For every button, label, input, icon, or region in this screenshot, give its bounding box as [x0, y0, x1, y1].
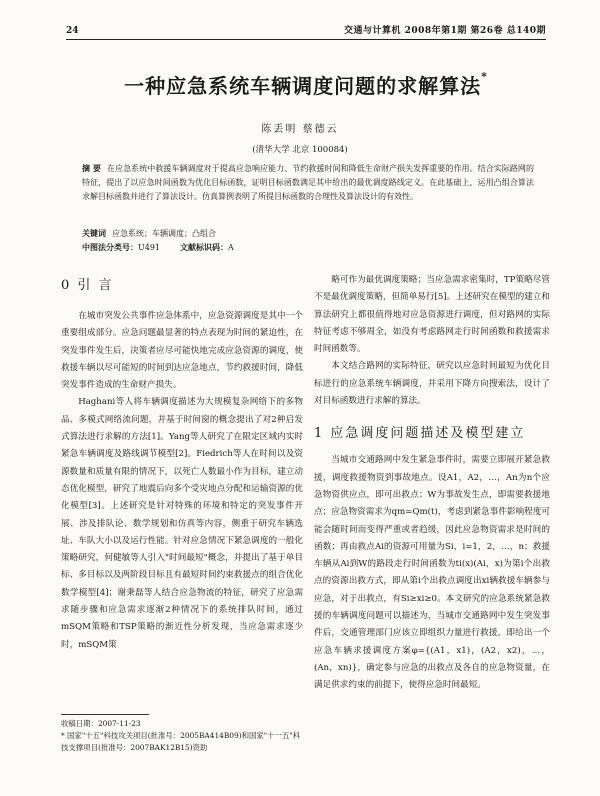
section-0-heading: 0 引 言	[61, 278, 114, 293]
authors: 陈丢明 蔡德云	[261, 124, 339, 135]
keywords-text: 应急系统；车辆调度；凸组合	[112, 229, 216, 238]
journal-info: 交通与计算机 2008年第1期 第26卷 总140期	[343, 26, 546, 36]
header-rule	[66, 39, 546, 40]
running-header	[66, 24, 546, 38]
left-column	[61, 272, 303, 654]
clc-label: 中图法分类号：	[82, 242, 138, 252]
doc-code-label: 文献标识码：	[180, 242, 229, 252]
body-paragraph: 在城市突发公共事件应急体系中，应急资源调度是其中一个重要组成部分。应急问题最显著的特点表现为时间的紧迫性，在突发事件发生后，决策者应尽可能快地完成应急资源的调度，使救援车辆以尽可能短的时间到达应急地点，节约救援时间，降低突发事件造成的生命财产损失。	[61, 311, 303, 391]
footnote-rule	[61, 714, 149, 715]
clc-value: U491	[138, 243, 161, 252]
abstract-text: 在应急系统中救援车辆调度对于提高应急响应能力、节约救援时间和降低生命财产损失发挥重要的作用。结合实际路网的特征，提出了以应急时间函数为优化目标函数，证明目标函数满足其中给出的最优调度路线定义。在此基础上，运用凸组合算法求解目标函数并进行了算法设计。仿真算例表明了所提目标函数的合理性及算法设计的有效性。	[82, 164, 534, 201]
doc-code-value: A	[228, 243, 234, 252]
fund-note: * 国家"十五"科技攻关项目(批准号：2005BA414B09)和国家"十一五"科技支撑项目(批准号：2007BAK12B15)资助	[61, 731, 301, 752]
footnotes	[61, 718, 303, 754]
paper-title	[60, 70, 552, 99]
title-footnote-mark: *	[481, 70, 488, 83]
body-paragraph: 略可作为最优调度策略；当应急需求密集时，TP策略尽管不是最优调度策略，但简单易行[5]。上述研究在模型的建立和算法研究上都很值得地对应急资源进行调度，但对路网的实际特征考虑不够周全，如没有考虑路网走行时间函数和救援需求时间函数等。	[314, 275, 550, 355]
classification	[82, 241, 534, 254]
affiliation: (清华大学 北京 100084)	[252, 145, 348, 155]
keywords	[82, 227, 534, 240]
body-paragraph: 本文结合路网的实际特征，研究以应急时间最短为优化目标进行的应急系统车辆调度，并采用下降方向搜索法，设计了对目标函数进行求解的算法。	[314, 361, 550, 407]
section-1-heading: 1 应急调度问题描述及模型建立	[314, 426, 526, 442]
abstract	[82, 161, 534, 204]
body-paragraph: Haghani等人将车辆调度描述为大规模复杂网络下的多物品、多模式网络流问题，并基于时间窗的概念提出了对2种启发式算法进行求解的方法[1]。Yang等人研究了在限定区域内实时紧急车辆调度及路线调节模型[2]。Fiedrich等人在时间以及资源数量和质量有限的情况下，以死亡人数最小作为目标，建立动态优化模型，研究了地震后向多个受灾地点分配和运输资源的优化模型[3]。上述研究是针对特殊的环境和特定的突发事件开展、涉及排队论、数学规划和仿真等内容，侧重于研究车辆选址、车队大小以及运行性能。针对应急情况下紧急调度的一般化策略研究，何健敏等人引入"时间最短"概念，并提出了基于单目标、多目标以及两阶段目标且有最短时间约束救援点的组合优化数学模型[4]；谢秉磊等人结合应急物流的特征，研究了应急需求随步骤和应急需求逐渐2种情况下的系统排队时间，通过mSQM策略和TSP策略的渐近性分析发现，当应急需求逐少时，mSQM策	[61, 397, 303, 650]
body-paragraph: 当城市交通路网中发生紧急事件时，需要立即展开紧急救援，调度救援物资到事故地点。设A1，A2，…，An为n个应急物资供应点，即可出救点；W为事故发生点，即需要救援地点；应急物资需求为qm=Qm(t)，考虑到紧急事件影响程度可能会随时间而变得严重或者趋缓，因此应急物资需求是时间的函数；再由救点Ai的资源可用量为Si，i=1，2，…，n；救援车辆从Ai到W的路段走行时间函数为ti(x)(Ai，x)为第i个出救点的资源出救方式，即从第i个出救点调度出xi辆救援车辆参与应急，对于出救点，有Si≥xi≥0。本文研究的应急系统紧急救援的车辆调度问题可以描述为，当城市交通路网中发生突发事件后，交通管理部门应该立即组织力量进行救援，即给出一个应急车辆求援调度方案φ={(A1，x1)，(A2，x2)，…，(An，xn)}，确定参与应急的出救点及各自的应急物资量，在满足供求约束的前提下，使得应急时间最短。	[314, 455, 550, 691]
right-column	[314, 272, 550, 695]
page-number: 24	[66, 26, 79, 36]
abstract-label: 摘 要	[82, 163, 101, 173]
received-date: 收稿日期：2007-11-23	[61, 719, 141, 728]
keywords-label: 关键词	[82, 228, 106, 238]
paper-title-text: 一种应急系统车辆调度问题的求解算法	[124, 74, 482, 98]
